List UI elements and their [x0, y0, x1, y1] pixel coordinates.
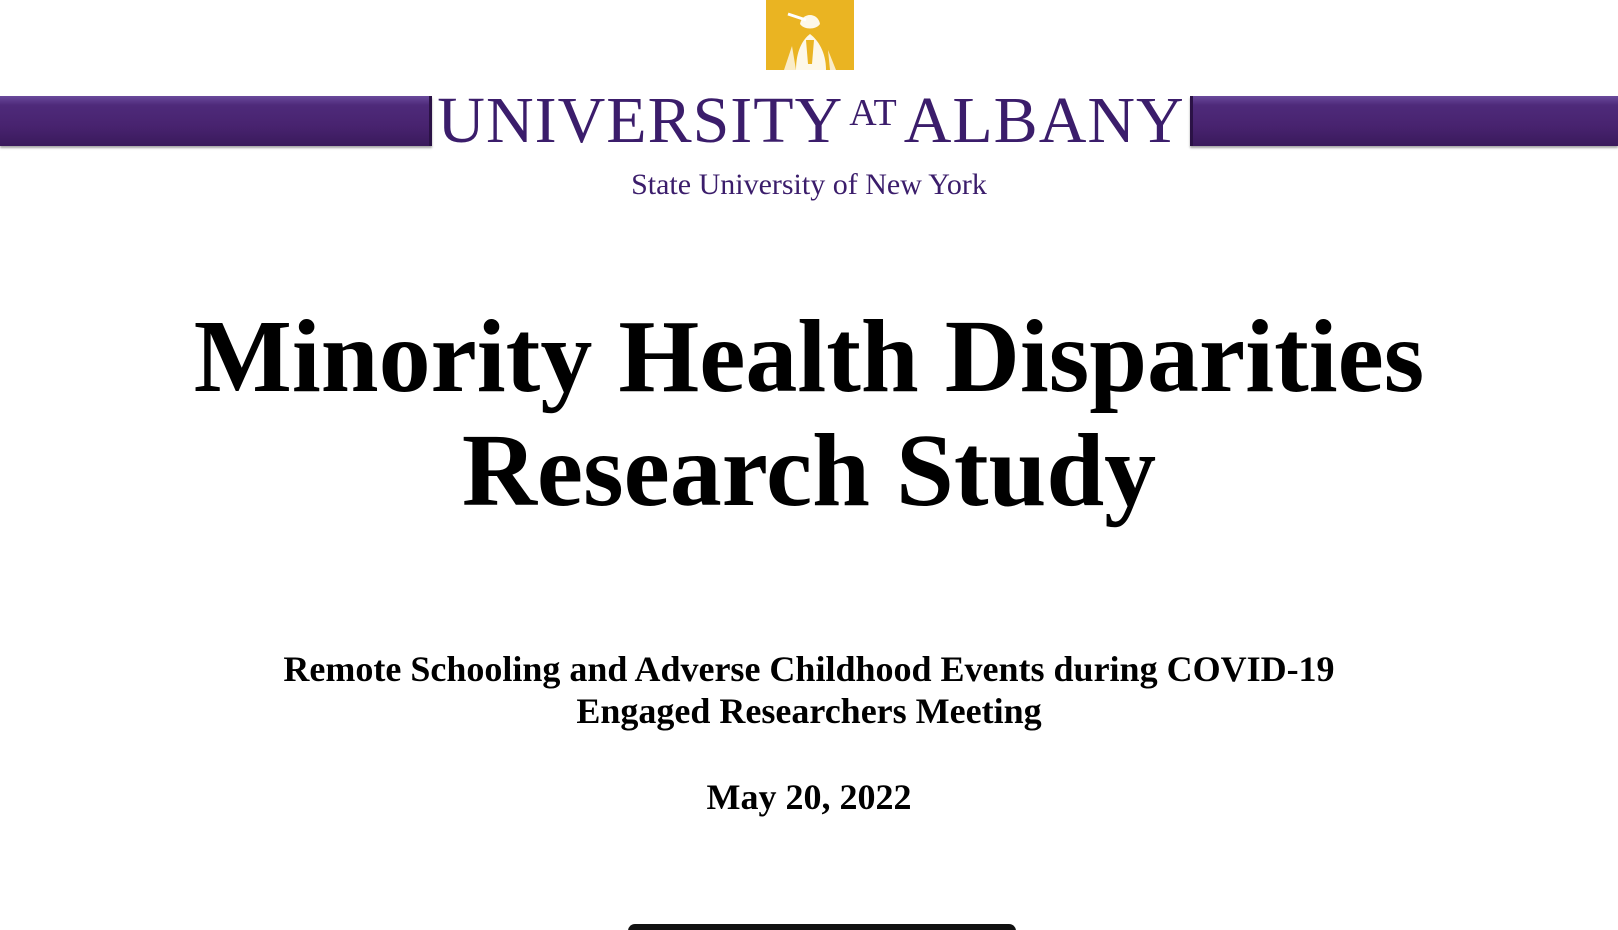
- wordmark-subline: State University of New York: [631, 168, 987, 201]
- wordmark-university: UNIVERSITY: [437, 84, 844, 157]
- title-line-2: Research Study: [461, 413, 1157, 528]
- bottom-edge-element: [628, 924, 1016, 930]
- page-title: [0, 300, 1618, 528]
- subtitle-line-1: Remote Schooling and Adverse Childhood Events during COVID-19: [283, 649, 1335, 689]
- header-bar-right: [1190, 96, 1618, 146]
- wordmark-albany: ALBANY: [903, 84, 1185, 157]
- university-seal-icon: [766, 0, 854, 70]
- page-subtitle: [0, 648, 1618, 732]
- meeting-date: May 20, 2022: [706, 777, 912, 817]
- subtitle-line-2: Engaged Researchers Meeting: [576, 691, 1042, 731]
- wordmark-at: AT: [849, 92, 898, 134]
- header-bar-left: [0, 96, 432, 146]
- title-line-1: Minority Health Disparities: [193, 299, 1425, 414]
- university-wordmark: [432, 82, 1190, 157]
